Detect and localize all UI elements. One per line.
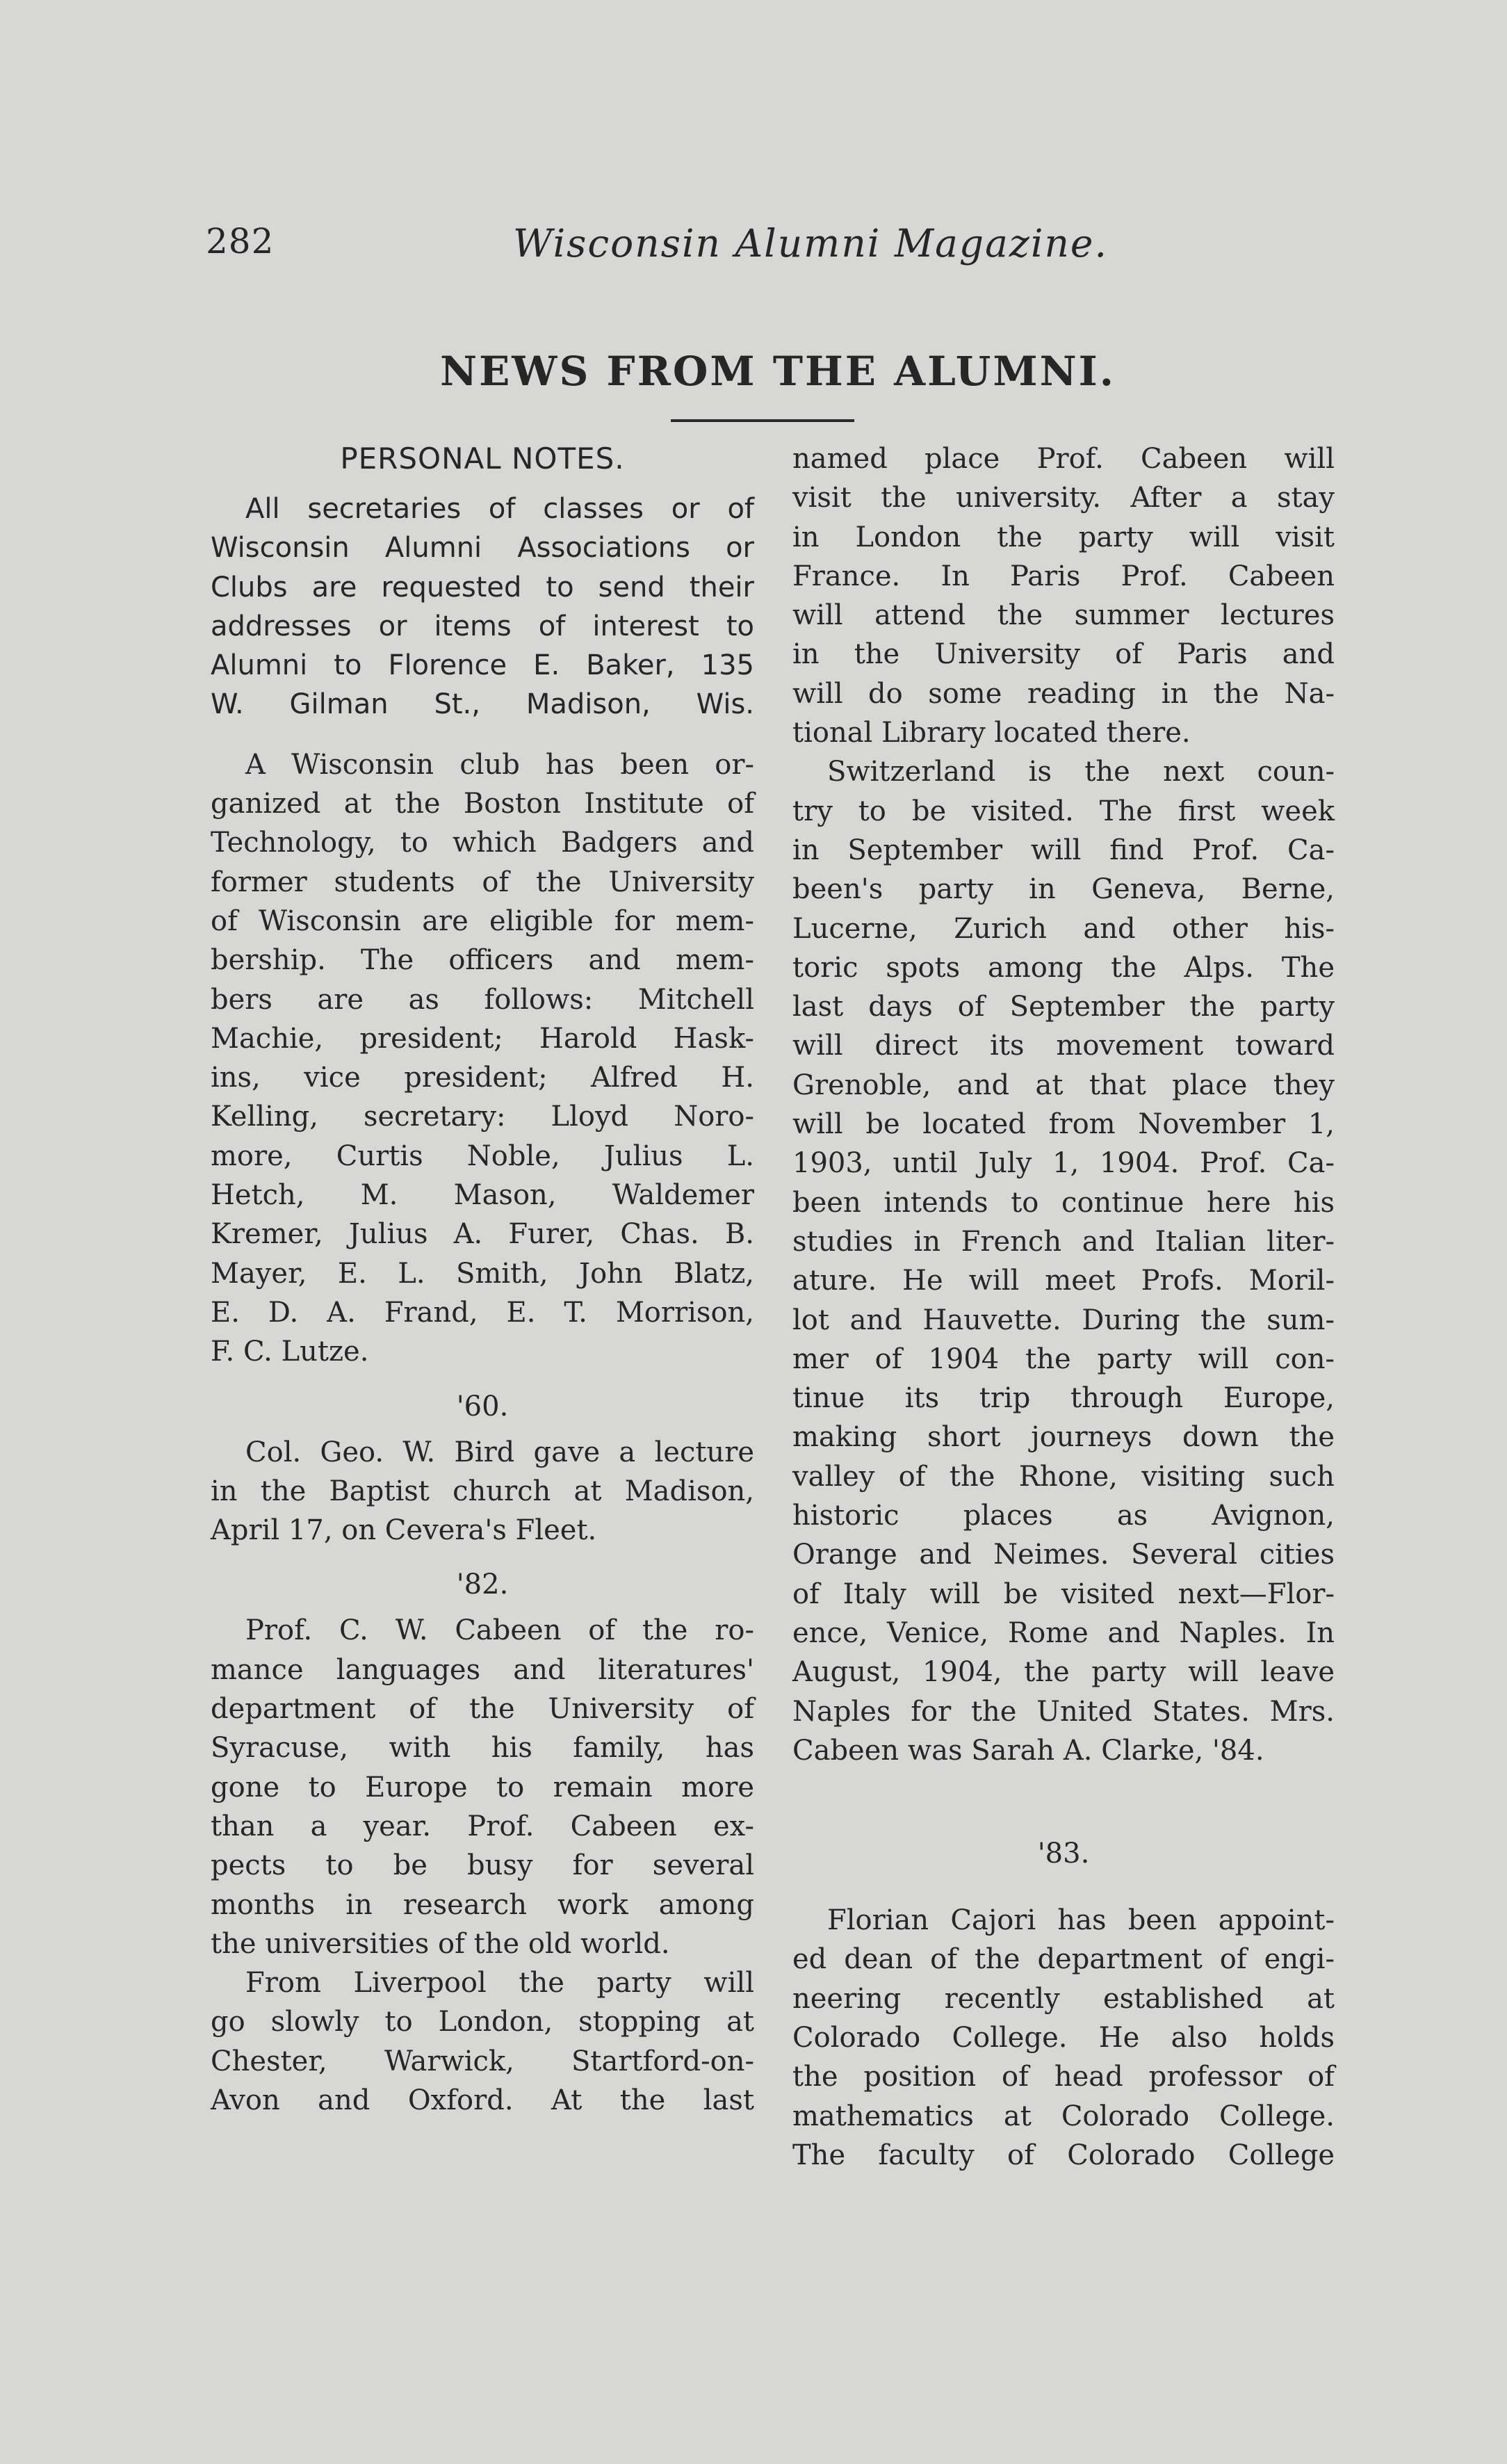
liverpool-paragraph: [211, 1963, 754, 2120]
running-head: Wisconsin Alumni Magazine.: [513, 221, 1108, 266]
text-line: All secretaries of classes or of: [245, 493, 754, 525]
text-line: A Wisconsin club has been or-: [245, 748, 754, 781]
text-line: Avon and Oxford. At the last: [211, 2084, 754, 2116]
text-line: 1903, until July 1, 1904. Prof. Ca-: [792, 1147, 1335, 1180]
text-line: last days of September the party: [792, 991, 1335, 1023]
text-line: Machie, president; Harold Hask-: [211, 1022, 754, 1055]
text-line: than a year. Prof. Cabeen ex-: [211, 1810, 754, 1842]
text-line: F. C. Lutze.: [211, 1336, 369, 1368]
text-line: will direct its movement toward: [792, 1030, 1335, 1062]
text-line: Switzerland is the next coun-: [827, 756, 1335, 788]
text-line: department of the University of: [211, 1693, 754, 1726]
personal-notes-heading: PERSONAL NOTES.: [340, 441, 625, 476]
text-line: Alumni to Florence E. Baker, 135: [211, 649, 754, 682]
text-line: Kremer, Julius A. Furer, Chas. B.: [211, 1218, 754, 1251]
cabeen-paragraph: [211, 1611, 754, 1963]
text-line: Col. Geo. W. Bird gave a lecture: [245, 1436, 754, 1468]
text-line: tinue its trip through Europe,: [792, 1382, 1335, 1415]
text-line: E. D. A. Frand, E. T. Morrison,: [211, 1296, 754, 1329]
text-line: The faculty of Colorado College: [792, 2139, 1335, 2171]
club-paragraph: [211, 745, 754, 1372]
text-line: From Liverpool the party will: [245, 1967, 754, 2000]
text-line: neering recently established at: [792, 1982, 1335, 2015]
text-line: ganized at the Boston Institute of: [211, 788, 754, 820]
right-column: [792, 439, 1335, 2175]
text-line: valley of the Rhone, visiting such: [792, 1460, 1335, 1493]
class-year-82: '82.: [456, 1569, 509, 1601]
text-line: Lucerne, Zurich and other his-: [792, 912, 1335, 945]
text-line: Prof. C. W. Cabeen of the ro-: [245, 1614, 754, 1647]
text-line: tional Library located there.: [792, 717, 1191, 749]
text-line: the position of head professor of: [792, 2061, 1335, 2093]
text-line: Grenoble, and at that place they: [792, 1069, 1335, 1101]
text-line: Wisconsin Alumni Associations or: [211, 532, 754, 565]
text-line: of Wisconsin are eligible for mem-: [211, 905, 754, 937]
text-line: former students of the University: [211, 866, 754, 898]
text-line: Chester, Warwick, Startford-on-: [211, 2045, 754, 2077]
class-year-83: '83.: [1037, 1838, 1090, 1870]
left-column: [211, 439, 754, 2120]
text-line: mathematics at Colorado College.: [792, 2100, 1335, 2132]
text-line: Kelling, secretary: Lloyd Noro-: [211, 1101, 754, 1133]
text-line: April 17, on Cevera's Fleet.: [211, 1514, 597, 1547]
text-line: lot and Hauvette. During the sum-: [792, 1304, 1335, 1336]
text-line: will do some reading in the Na-: [792, 677, 1335, 710]
bird-paragraph: [211, 1433, 754, 1550]
text-line: making short journeys down the: [792, 1421, 1335, 1454]
text-line: been's party in Geneva, Berne,: [792, 873, 1335, 906]
text-line: Orange and Neimes. Several cities: [792, 1539, 1335, 1571]
text-line: studies in French and Italian liter-: [792, 1225, 1335, 1258]
text-line: try to be visited. The first week: [792, 795, 1335, 827]
text-line: bership. The officers and mem-: [211, 944, 754, 977]
text-line: months in research work among: [211, 1888, 754, 1921]
text-line: Clubs are requested to send their: [211, 571, 754, 603]
text-line: the universities of the old world.: [211, 1927, 670, 1960]
text-line: Mayer, E. L. Smith, John Blatz,: [211, 1257, 754, 1290]
text-line: Syracuse, with his family, has: [211, 1732, 754, 1765]
text-line: mance languages and literatures': [211, 1653, 754, 1686]
text-line: in the Baptist church at Madison,: [211, 1475, 754, 1507]
title-rule: [671, 419, 854, 422]
text-line: Naples for the United States. Mrs.: [792, 1695, 1335, 1728]
text-line: named place Prof. Cabeen will: [792, 443, 1335, 475]
text-line: toric spots among the Alps. The: [792, 951, 1335, 984]
text-line: Colorado College. He also holds: [792, 2021, 1335, 2054]
text-line: visit the university. After a stay: [792, 482, 1335, 514]
text-line: will be located from November 1,: [792, 1108, 1335, 1141]
class-year-60: '60.: [456, 1390, 509, 1423]
text-line: gone to Europe to remain more: [211, 1771, 754, 1804]
page-number: 282: [206, 221, 275, 261]
text-line: more, Curtis Noble, Julius L.: [211, 1140, 754, 1172]
text-line: addresses or items of interest to: [211, 610, 754, 642]
text-line: in September will find Prof. Ca-: [792, 834, 1335, 866]
text-line: in London the party will visit: [792, 521, 1335, 553]
text-line: pects to be busy for several: [211, 1849, 754, 1882]
text-line: ins, vice president; Alfred H.: [211, 1062, 754, 1094]
text-line: been intends to continue here his: [792, 1186, 1335, 1219]
text-line: will attend the summer lectures: [792, 599, 1335, 632]
text-line: ed dean of the department of engi-: [792, 1943, 1335, 1976]
text-line: historic places as Avignon,: [792, 1500, 1335, 1532]
text-line: of Italy will be visited next—Flor-: [792, 1578, 1335, 1610]
section-title: NEWS FROM THE ALUMNI.: [440, 348, 1116, 395]
text-line: bers are as follows: Mitchell: [211, 983, 754, 1016]
text-line: mer of 1904 the party will con-: [792, 1343, 1335, 1375]
text-line: France. In Paris Prof. Cabeen: [792, 560, 1335, 592]
text-line: August, 1904, the party will leave: [792, 1656, 1335, 1689]
text-line: go slowly to London, stopping at: [211, 2006, 754, 2039]
text-line: in the University of Paris and: [792, 638, 1335, 671]
text-line: ature. He will meet Profs. Moril-: [792, 1265, 1335, 1297]
continued-paragraph: [792, 439, 1335, 752]
text-line: W. Gilman St., Madison, Wis.: [211, 688, 754, 721]
cajori-paragraph: [792, 1901, 1335, 2175]
text-line: ence, Venice, Rome and Naples. In: [792, 1616, 1335, 1649]
switzerland-paragraph: [792, 752, 1335, 1770]
text-line: Cabeen was Sarah A. Clarke, '84.: [792, 1734, 1264, 1767]
text-line: Technology, to which Badgers and: [211, 827, 754, 859]
text-line: Florian Cajori has been appoint-: [827, 1904, 1335, 1937]
text-line: Hetch, M. Mason, Waldemer: [211, 1179, 754, 1212]
notice-paragraph: [211, 489, 754, 724]
